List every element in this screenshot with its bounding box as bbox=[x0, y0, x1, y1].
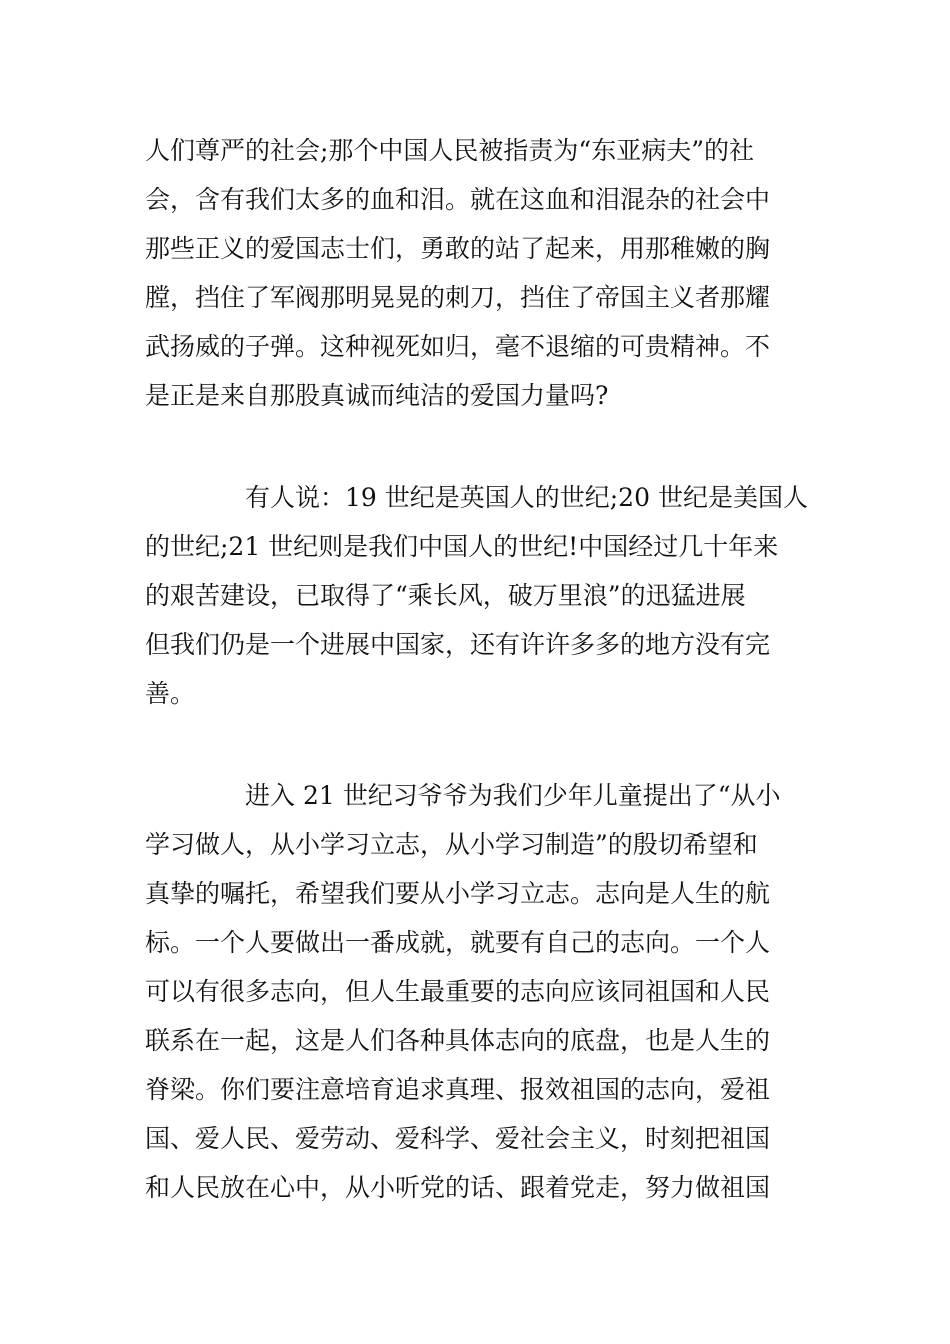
paragraph-line: 学习做人，从小学习立志，从小学习制造”的殷切希望和 bbox=[145, 830, 758, 859]
paragraph-line: 但我们仍是一个进展中国家，还有许许多多的地方没有完 bbox=[145, 630, 771, 659]
paragraph-line: 是正是来自那股真诚而纯洁的爱国力量吗? bbox=[145, 381, 609, 410]
paragraph-1 bbox=[145, 126, 810, 420]
paragraph-line: 的世纪;21 世纪则是我们中国人的世纪!中国经过几十年来 bbox=[145, 532, 779, 561]
paragraph-line: 的艰苦建设，已取得了“乘长风，破万里浪”的迅猛进展 bbox=[145, 581, 746, 610]
paragraph-3 bbox=[145, 771, 810, 1212]
paragraph-line: 联系在一起，这是人们各种具体志向的底盘，也是人生的 bbox=[145, 1026, 771, 1055]
paragraph-line: 有人说：19 世纪是英国人的世纪;20 世纪是美国人 bbox=[245, 483, 808, 512]
paragraph-line: 进入 21 世纪习爷爷为我们少年儿童提出了“从小 bbox=[245, 781, 781, 810]
paragraph-line: 标。一个人要做出一番成就，就要有自己的志向。一个人 bbox=[145, 928, 771, 957]
paragraph-line: 和人民放在心中，从小听党的话、跟着党走，努力做祖国 bbox=[145, 1173, 771, 1202]
paragraph-line: 会，含有我们太多的血和泪。就在这血和泪混杂的社会中 bbox=[145, 185, 771, 214]
paragraph-line: 人们尊严的社会;那个中国人民被指责为“东亚病夫”的社 bbox=[145, 136, 754, 165]
paragraph-line: 国、爱人民、爱劳动、爱科学、爱社会主义，时刻把祖国 bbox=[145, 1124, 771, 1153]
paragraph-line: 武扬威的子弹。这种视死如归，毫不退缩的可贵精神。不 bbox=[145, 332, 771, 361]
paragraph-line: 真挚的嘱托，希望我们要从小学习立志。志向是人生的航 bbox=[145, 879, 771, 908]
paragraph-line: 善。 bbox=[145, 679, 196, 708]
paragraph-line: 那些正义的爱国志士们，勇敢的站了起来，用那稚嫩的胸 bbox=[145, 234, 771, 263]
paragraph-2 bbox=[145, 473, 810, 718]
paragraph-line: 脊梁。你们要注意培育追求真理、报效祖国的志向，爱祖 bbox=[145, 1075, 771, 1104]
paragraph-line: 膛，挡住了军阀那明晃晃的刺刀，挡住了帝国主义者那耀 bbox=[145, 283, 771, 312]
paragraph-line: 可以有很多志向，但人生最重要的志向应该同祖国和人民 bbox=[145, 977, 771, 1006]
